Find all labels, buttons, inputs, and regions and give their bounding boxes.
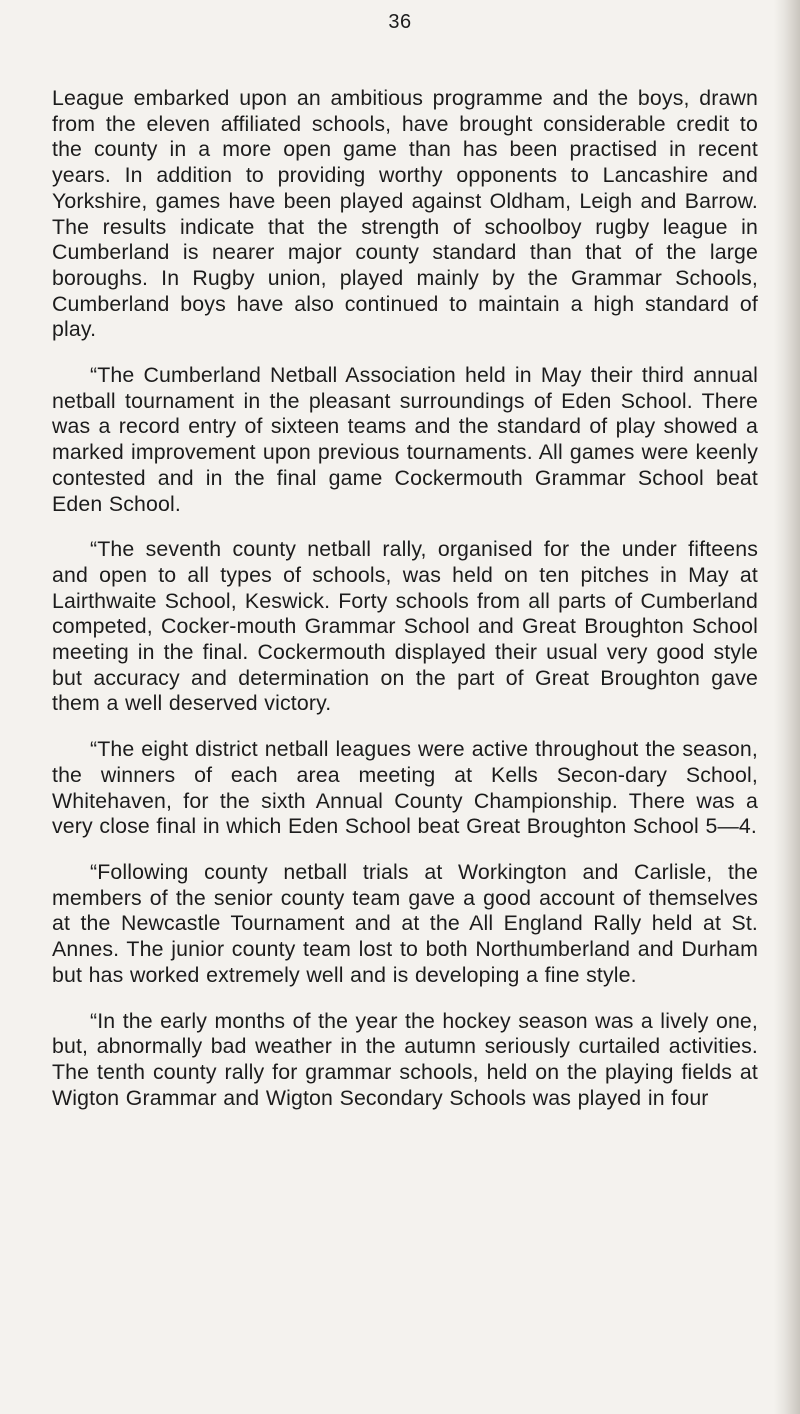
page-edge-shadow — [774, 0, 800, 1414]
paragraph-hockey: “In the early months of the year the hockey season was a lively one, but, abnormally bad weather in the autumn seriously curtailed activities. The tenth county rally for grammar schools, held on the playing fields at Wigton Grammar and Wigton Secondary Schools was played in four — [52, 1008, 758, 1110]
paragraph-netball-rally: “The seventh county netball rally, organised for the under fifteens and open to all types of schools, was held on ten pitches in May at Lairthwaite School, Keswick. Forty schools from all parts of Cumberland competed, Cocker-mouth Grammar School and Great Broughton School meeting in the final. Cockermouth displayed their usual very good style but accuracy and determination on the part of Great Broughton gave them a well deserved victory. — [52, 537, 758, 716]
paragraph-rugby: League embarked upon an ambitious programme and the boys, drawn from the eleven affiliated schools, have brought considerable credit to the county in a more open game than has been practised in recent years. In addition to providing worthy opponents to Lancashire and Yorkshire, games have been played against Oldham, Leigh and Barrow. The results indicate that the strength of schoolboy rugby league in Cumberland is nearer major county standard than that of the large boroughs. In Rugby union, played mainly by the Grammar Schools, Cumberland boys have also continued to maintain a high standard of play. — [52, 86, 758, 342]
body-text — [52, 86, 758, 1111]
paragraph-netball-association: “The Cumberland Netball Association held in May their third annual netball tournament in the pleasant surroundings of Eden School. There was a record entry of sixteen teams and the standard of play showed a marked improvement upon previous tournaments. All games were keenly contested and in the final game Cockermouth Grammar School beat Eden School. — [52, 363, 758, 516]
paragraph-netball-leagues: “The eight district netball leagues were active throughout the season, the winners of each area meeting at Kells Secon-dary School, Whitehaven, for the sixth Annual County Championship. There was a very close final in which Eden School beat Great Broughton School 5—4. — [52, 737, 758, 839]
paragraph-netball-trials: “Following county netball trials at Workington and Carlisle, the members of the senior county team gave a good account of themselves at the Newcastle Tournament and at the All England Rally held at St. Annes. The junior county team lost to both Northumberland and Durham but has worked extremely well and is developing a fine style. — [52, 859, 758, 987]
page-number: 36 — [388, 11, 412, 33]
